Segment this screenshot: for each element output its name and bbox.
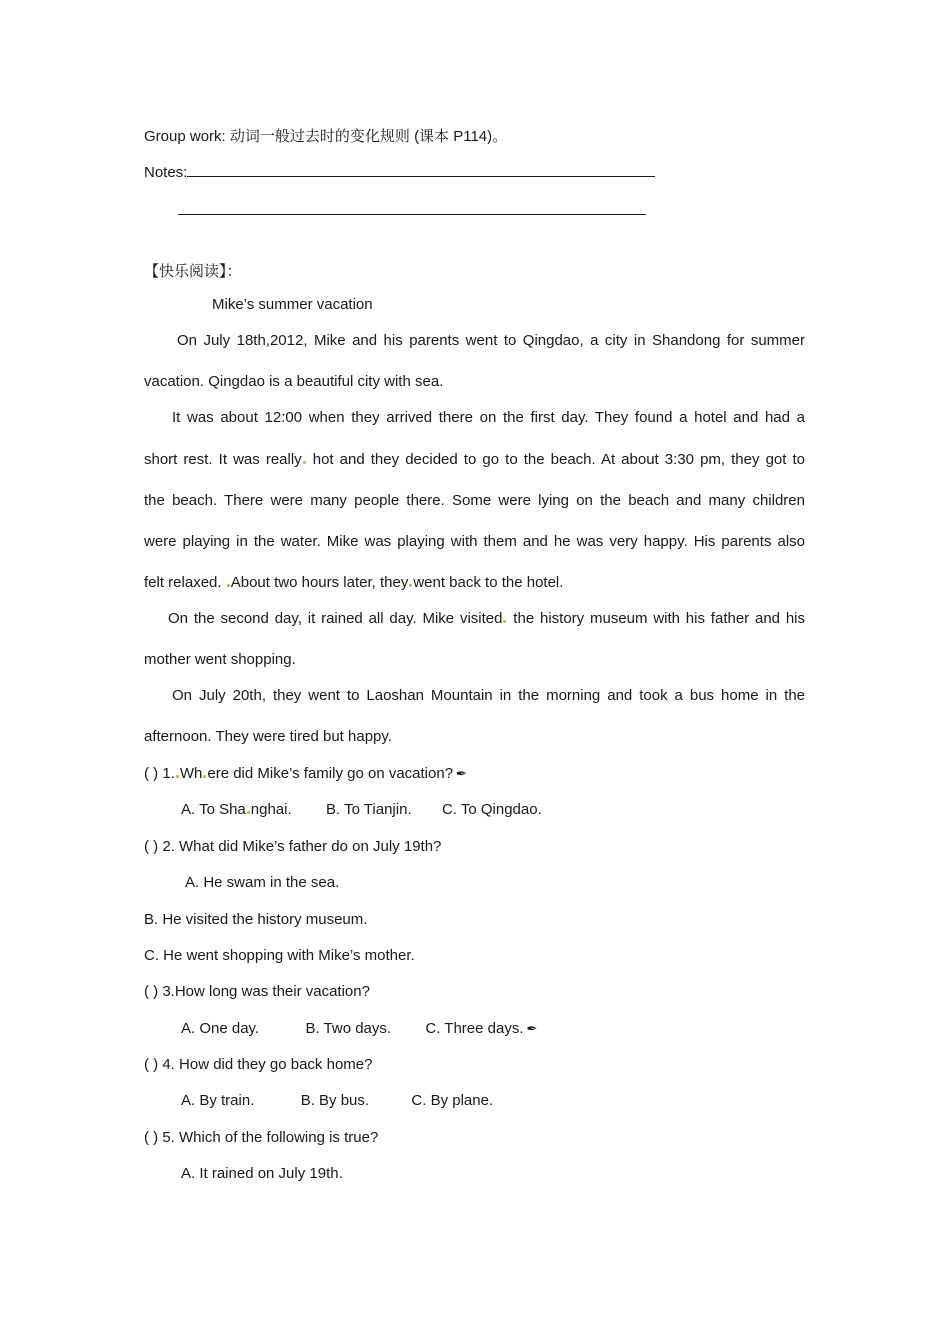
para3-line1 — [168, 609, 805, 629]
q1-option-b[interactable]: B. To Tianjin. — [326, 801, 412, 818]
q3-option-a[interactable]: A. One day. — [181, 1020, 260, 1037]
q4-option-a[interactable]: A. By train. — [181, 1092, 255, 1109]
group-work-line — [144, 126, 507, 147]
para3-line1-part-a: On the second day, it rained all day. Mike visited — [168, 610, 503, 627]
q1-option-a[interactable] — [181, 801, 292, 818]
group-work-text: 动词一般过去时的变化规则 — [229, 127, 410, 145]
edit-mark-icon — [203, 775, 206, 778]
q2-option-a[interactable]: A. He swam in the sea. — [185, 874, 340, 891]
q4-option-b[interactable]: B. By bus. — [300, 1092, 370, 1109]
notes-label: Notes: — [144, 164, 188, 181]
question-1 — [144, 764, 467, 784]
para2-line5-part-a: felt relaxed. — [144, 574, 222, 591]
answer-blank-5[interactable]: ( ) — [144, 1129, 159, 1146]
para2-line5 — [144, 573, 563, 593]
edit-mark-icon — [303, 461, 306, 464]
notes-line — [144, 162, 655, 183]
question-5-text: 5. Which of the following is true? — [162, 1129, 379, 1146]
notes-line-2 — [178, 200, 646, 221]
question-2 — [144, 837, 441, 857]
question-1-number: 1. — [162, 765, 175, 782]
reading-title: Mike’s summer vacation — [212, 296, 373, 313]
edit-mark-icon — [409, 584, 412, 587]
para2-line3: the beach. There were many people there. Some were lying on the beach and many children — [144, 492, 805, 509]
question-2-text: 2. What did Mike’s father do on July 19th? — [162, 838, 442, 855]
question-5 — [144, 1128, 378, 1148]
question-3-text: 3.How long was their vacation? — [162, 983, 370, 1000]
notes-blank-line-1[interactable] — [187, 162, 655, 177]
answer-blank-2[interactable]: ( ) — [144, 838, 159, 855]
para2-line2 — [144, 450, 805, 470]
question-4-text: 4. How did they go back home? — [162, 1056, 373, 1073]
q2-option-c[interactable]: C. He went shopping with Mike’s mother. — [144, 947, 415, 964]
para3-line2: mother went shopping. — [144, 651, 296, 668]
para2-line5-part-b: About two hours later, they — [230, 574, 409, 591]
para1-line2: vacation. Qingdao is a beautiful city with sea. — [144, 373, 444, 390]
pen-mark-icon: ✒ — [526, 1021, 538, 1036]
q1-option-a-part1: A. To Sha — [181, 801, 246, 818]
reading-header: 【快乐阅读】： — [144, 262, 242, 280]
q3-option-b[interactable]: B. Two days. — [305, 1020, 392, 1037]
para2-line5-part-c: went back to the hotel. — [413, 574, 564, 591]
group-work-end: 。 — [492, 127, 508, 145]
q2-option-b[interactable]: B. He visited the history museum. — [144, 911, 368, 928]
para3-line1-part-b: the history museum with his father and his — [507, 610, 806, 627]
group-work-label: Group work: — [144, 128, 226, 145]
edit-mark-icon — [247, 811, 250, 814]
pen-mark-icon: ✒ — [456, 766, 467, 781]
q4-option-c[interactable]: C. By plane. — [411, 1092, 494, 1109]
para2-line2-part-a: short rest. It was really — [144, 451, 302, 468]
answer-blank-3[interactable]: ( ) — [144, 983, 159, 1000]
para1-line1: On July 18th,2012, Mike and his parents went to Qingdao, a city in Shandong for summer — [177, 332, 805, 349]
para4-line1: On July 20th, they went to Laoshan Mountain in the morning and took a bus home in the — [172, 687, 805, 704]
q3-option-c[interactable]: C. Three days. — [425, 1020, 524, 1037]
question-3 — [144, 982, 370, 1002]
edit-mark-icon — [227, 584, 230, 587]
para4-line2: afternoon. They were tired but happy. — [144, 728, 392, 745]
answer-blank-1[interactable]: ( ) — [144, 765, 159, 782]
question-3-options — [181, 1019, 537, 1039]
answer-blank-4[interactable]: ( ) — [144, 1056, 159, 1073]
para2-line2-part-b: hot and they decided to go to the beach. At about 3:30 pm, they got to — [306, 451, 806, 468]
q1-option-a-part2: nghai. — [250, 801, 292, 818]
notes-blank-line-2[interactable] — [178, 200, 646, 215]
edit-mark-icon — [176, 775, 179, 778]
question-4 — [144, 1055, 372, 1075]
para2-line4: were playing in the water. Mike was playing with them and he was very happy. His parents also — [144, 533, 805, 550]
question-1-text-a: Wh — [179, 765, 203, 782]
group-work-reference: (课本 P114) — [414, 128, 493, 145]
para2-line1: It was about 12:00 when they arrived there on the first day. They found a hotel and had a — [172, 409, 805, 426]
question-1-text-b: ere did Mike’s family go on vacation? — [207, 765, 454, 782]
q1-option-c[interactable]: C. To Qingdao. — [441, 801, 542, 818]
question-4-options — [181, 1091, 493, 1111]
q5-option-a[interactable]: A. It rained on July 19th. — [181, 1165, 343, 1182]
question-1-options — [181, 800, 542, 820]
